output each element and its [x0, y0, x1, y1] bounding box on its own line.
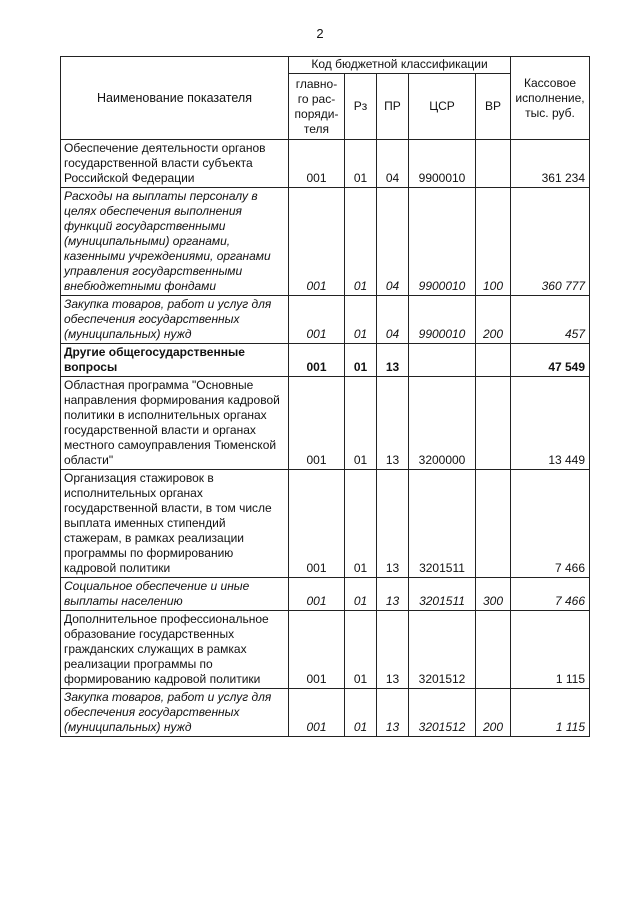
row-amount: 457 [511, 296, 590, 344]
row-vr [476, 344, 511, 377]
row-csr: 3200000 [409, 377, 476, 470]
table-row [61, 344, 590, 377]
row-csr: 3201512 [409, 611, 476, 689]
row-rz: 01 [345, 188, 377, 296]
row-amount: 7 466 [511, 470, 590, 578]
row-amount: 1 115 [511, 611, 590, 689]
row-name: Организация стажировок в исполнительных органах государственной власти, в том числе выплата именных стипендий стажерам, в рамках реализации программы по формированию кадровой политики [61, 470, 289, 578]
row-vr [476, 377, 511, 470]
row-name: Дополнительное профессиональное образование государственных гражданских служащих в рамках реализации программы по формированию кадровой политики [61, 611, 289, 689]
row-pr: 04 [377, 296, 409, 344]
row-admin: 001 [289, 344, 345, 377]
row-pr: 13 [377, 344, 409, 377]
row-amount: 1 115 [511, 689, 590, 737]
header-pr: ПР [377, 74, 409, 140]
table-row [61, 296, 590, 344]
row-rz: 01 [345, 377, 377, 470]
row-vr: 200 [476, 296, 511, 344]
header-name: Наименование показателя [61, 57, 289, 140]
row-csr: 3201511 [409, 470, 476, 578]
row-vr: 300 [476, 578, 511, 611]
row-name: Закупка товаров, работ и услуг для обеспечения государственных (муниципальных) нужд [61, 689, 289, 737]
table-row [61, 578, 590, 611]
row-vr [476, 611, 511, 689]
row-pr: 13 [377, 689, 409, 737]
row-admin: 001 [289, 377, 345, 470]
row-csr: 9900010 [409, 188, 476, 296]
row-admin: 001 [289, 689, 345, 737]
table-row [61, 188, 590, 296]
row-name: Обеспечение деятельности органов государственной власти субъекта Российской Федерации [61, 140, 289, 188]
table-row [61, 140, 590, 188]
header-code-group: Код бюджетной классификации [289, 57, 511, 74]
row-vr [476, 140, 511, 188]
table-row [61, 611, 590, 689]
table-row [61, 377, 590, 470]
header-admin: главно-го рас-поряди-теля [289, 74, 345, 140]
row-pr: 13 [377, 470, 409, 578]
row-csr: 9900010 [409, 296, 476, 344]
row-pr: 13 [377, 611, 409, 689]
row-name: Социальное обеспечение и иные выплаты населению [61, 578, 289, 611]
row-pr: 13 [377, 377, 409, 470]
row-amount: 361 234 [511, 140, 590, 188]
table-body [61, 140, 590, 737]
row-name: Расходы на выплаты персоналу в целях обеспечения выполнения функций государственными (муниципальными) органами, казенными учреждениями, органами управления государственными внебюджетными фондами [61, 188, 289, 296]
row-csr: 3201512 [409, 689, 476, 737]
row-rz: 01 [345, 344, 377, 377]
row-rz: 01 [345, 470, 377, 578]
row-csr [409, 344, 476, 377]
table-row [61, 689, 590, 737]
row-admin: 001 [289, 140, 345, 188]
row-pr: 04 [377, 140, 409, 188]
row-rz: 01 [345, 689, 377, 737]
row-admin: 001 [289, 578, 345, 611]
row-rz: 01 [345, 578, 377, 611]
row-admin: 001 [289, 188, 345, 296]
row-admin: 001 [289, 470, 345, 578]
row-pr: 13 [377, 578, 409, 611]
row-amount: 13 449 [511, 377, 590, 470]
row-vr [476, 470, 511, 578]
header-rz: Рз [345, 74, 377, 140]
row-admin: 001 [289, 296, 345, 344]
page-number: 2 [316, 26, 324, 41]
row-name: Другие общегосударственные вопросы [61, 344, 289, 377]
row-csr: 3201511 [409, 578, 476, 611]
row-rz: 01 [345, 296, 377, 344]
row-amount: 360 777 [511, 188, 590, 296]
row-vr: 200 [476, 689, 511, 737]
row-amount: 7 466 [511, 578, 590, 611]
row-amount: 47 549 [511, 344, 590, 377]
header-csr: ЦСР [409, 74, 476, 140]
row-rz: 01 [345, 611, 377, 689]
header-amount: Кассовое исполнение, тыс. руб. [511, 57, 590, 140]
row-admin: 001 [289, 611, 345, 689]
table-header [61, 57, 590, 140]
budget-table [60, 56, 590, 737]
table-row [61, 470, 590, 578]
row-pr: 04 [377, 188, 409, 296]
row-csr: 9900010 [409, 140, 476, 188]
row-name: Закупка товаров, работ и услуг для обеспечения государственных (муниципальных) нужд [61, 296, 289, 344]
row-rz: 01 [345, 140, 377, 188]
row-name: Областная программа "Основные направления формирования кадровой политики в исполнительных органах государственной власти и органах местного самоуправления Тюменской области" [61, 377, 289, 470]
row-vr: 100 [476, 188, 511, 296]
header-vr: ВР [476, 74, 511, 140]
